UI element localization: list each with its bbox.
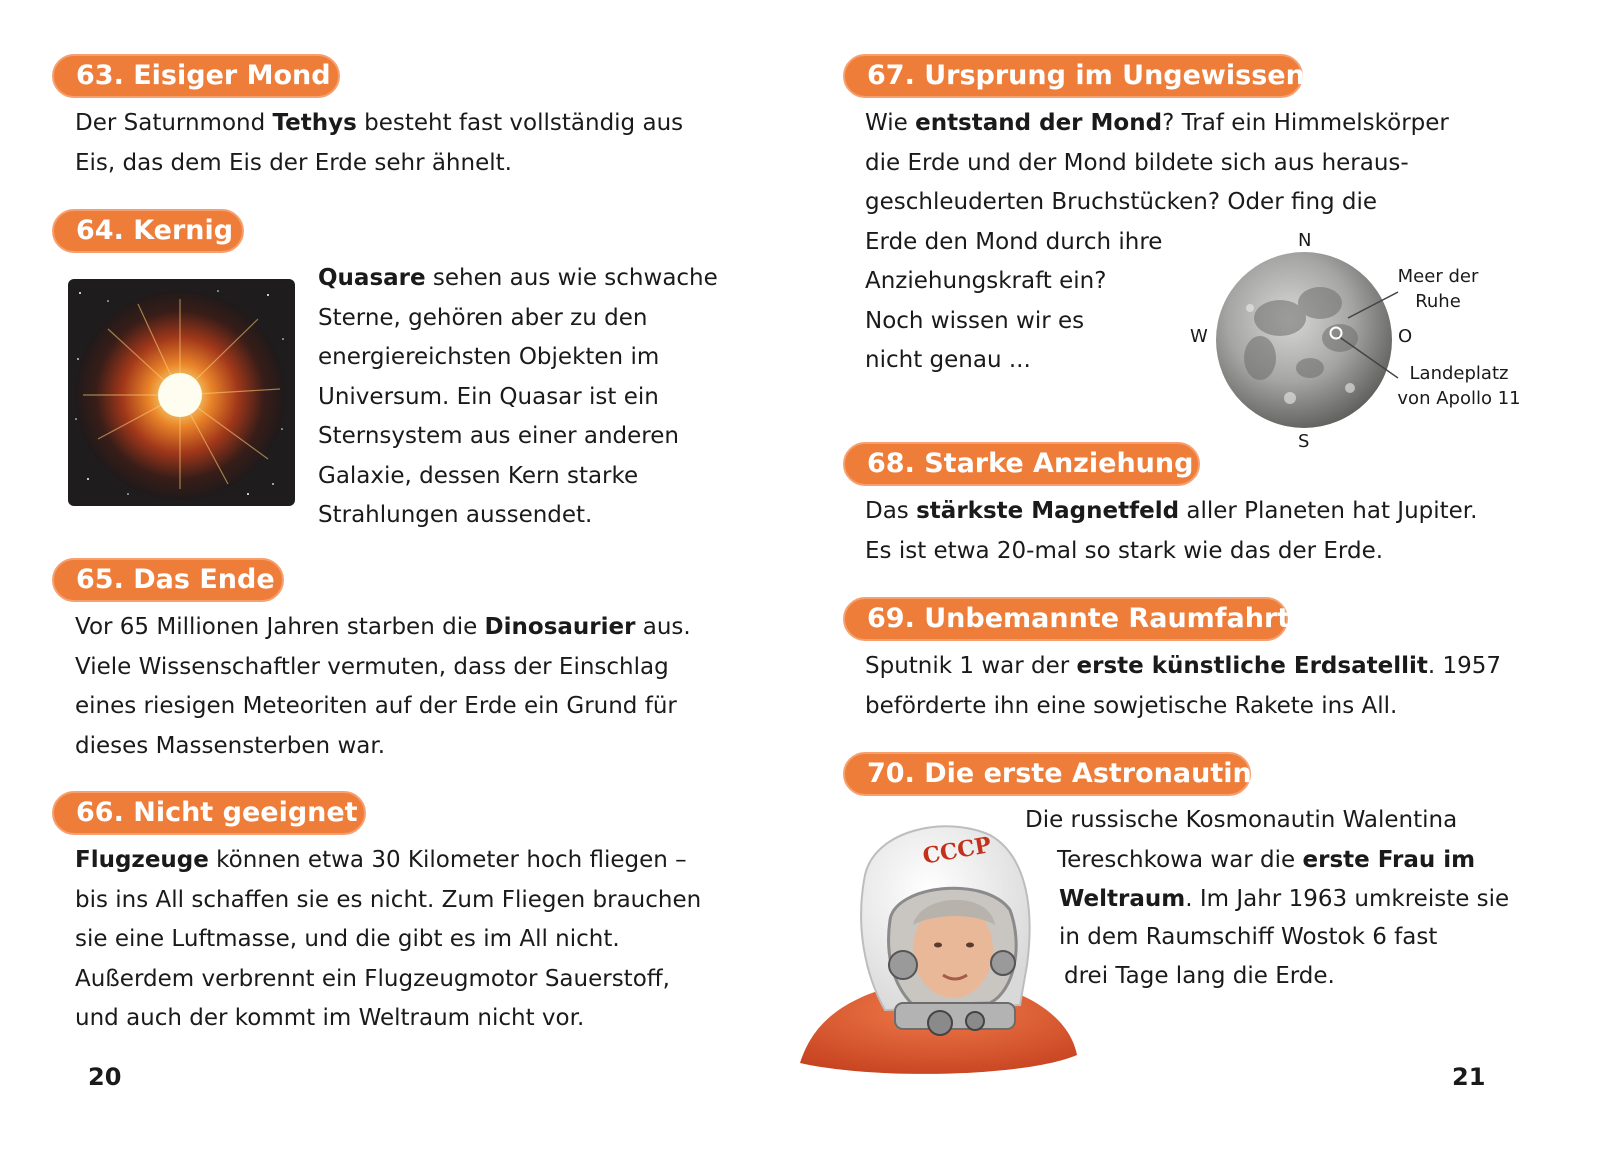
- label-apollo-11: Landeplatz von Apollo 11: [1397, 363, 1521, 409]
- heading-69: 69. Unbemannte Raumfahrt: [843, 597, 1288, 641]
- compass-south: S: [1298, 431, 1310, 452]
- text-63: Der Saturnmond Tethys besteht fast vollständig aus Eis, das dem Eis der Erde sehr ähnelt.: [75, 110, 684, 176]
- text-70-line4: in dem Raumschiff Wostok 6 fast: [1059, 924, 1438, 950]
- text-70-line1: Die russische Kosmonautin Walentina: [1025, 807, 1458, 833]
- label-meer-der-ruhe: Meer der Ruhe: [1397, 266, 1479, 312]
- heading-67: 67. Ursprung im Ungewissen: [843, 54, 1303, 98]
- text-67: Wie entstand der Mond? Traf ein Himmelskörper die Erde und der Mond bildete sich aus heraus- geschleuderten Bruchstücken? Oder fing die Erde den Mond durch ihre Anziehungskraft ein? Noch wissen wir es nicht genau ...: [865, 110, 1449, 373]
- heading-66: 66. Nicht geeignet: [52, 791, 366, 835]
- compass-east: O: [1398, 326, 1413, 347]
- text-65: Vor 65 Millionen Jahren starben die Dinosaurier aus. Viele Wissenschaftler vermuten, dass der Einschlag eines riesigen Meteoriten auf der Erde ein Grund für dieses Massensterben war.: [75, 614, 691, 759]
- text-66: Flugzeuge können etwa 30 Kilometer hoch fliegen – bis ins All schaffen sie es nicht. Zum Fliegen brauchen sie eine Luftmasse, und die gibt es im All nicht. Außerdem verbrennt ein Flugzeugmotor Sauerstoff, und auch der kommt im Weltraum nicht vor.: [75, 847, 702, 1031]
- text-70-line5: drei Tage lang die Erde.: [1064, 963, 1335, 989]
- compass-north: N: [1298, 230, 1312, 251]
- compass-west: W: [1190, 326, 1208, 347]
- text-69: Sputnik 1 war der erste künstliche Erdsatellit. 1957 beförderte ihn eine sowjetische Rakete ins All.: [865, 653, 1501, 719]
- text-70-line3: Weltraum. Im Jahr 1963 umkreiste sie: [1059, 886, 1510, 912]
- text-64: Quasare sehen aus wie schwache Sterne, gehören aber zu den energiereichsten Objekten im Universum. Ein Quasar ist ein Sternsystem aus einer anderen Galaxie, dessen Kern starke Strahlungen aussendet.: [318, 265, 718, 528]
- helmet-text: CCCP: [920, 832, 994, 870]
- heading-68: 68. Starke Anziehung: [843, 442, 1200, 486]
- heading-63: 63. Eisiger Mond: [52, 54, 340, 98]
- text-70-line2: Tereschkowa war die erste Frau im: [1057, 847, 1476, 873]
- heading-70: 70. Die erste Astronautin: [843, 752, 1251, 796]
- text-68: Das stärkste Magnetfeld aller Planeten hat Jupiter. Es ist etwa 20-mal so stark wie das der Erde.: [865, 498, 1478, 564]
- page-number-left: 20: [88, 1063, 122, 1091]
- heading-64: 64. Kernig: [52, 209, 244, 253]
- heading-65: 65. Das Ende: [52, 558, 284, 602]
- cosmonaut-image: [795, 815, 1085, 1077]
- page-number-right: 21: [1452, 1063, 1486, 1091]
- quasar-image: [68, 279, 295, 506]
